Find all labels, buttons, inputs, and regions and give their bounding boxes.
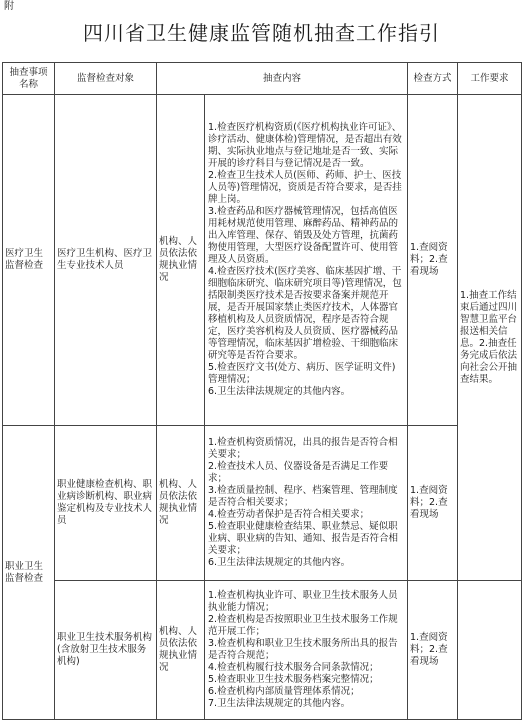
header-requirement: 工作要求 [458, 63, 522, 95]
header-target: 监督检查对象 [55, 63, 157, 95]
cell-subject-technical-service: 机构、人员依法依规执业情况 [157, 581, 205, 720]
content-line: 5.检查职业卫生技术服务档案完整情况； [208, 674, 379, 685]
content-line: 4.检查机构履行技术服务合同条款情况； [208, 662, 379, 673]
table-row [3, 426, 522, 581]
inspection-table [2, 62, 522, 720]
cell-content-occupational-health [205, 426, 408, 581]
cell-item-medical: 医疗卫生监督检查 [3, 95, 55, 426]
cell-target-medical: 医疗卫生机构、医疗卫生专业技术人员 [55, 95, 157, 426]
cell-target-occupational-health: 职业健康检查机构、职业病诊断机构、职业病鉴定机构及专业技术人员 [55, 426, 157, 581]
cell-method-occupational-health: 1.查阅资料；2.查看现场 [408, 426, 458, 581]
table-row [3, 581, 522, 720]
cell-item-occupational: 职业卫生监督检查 [3, 426, 55, 720]
cell-requirements: 1.抽查工作结束后通过四川智慧卫监平台报送相关信息。2.抽查任务完成后依法向社会公开抽查结果。 [458, 95, 522, 581]
cell-content-medical [205, 95, 408, 426]
content-line: 3.检查机构和职业卫生技术服务所出具的报告是否符合规范； [208, 638, 398, 661]
content-line: 2.检查技术人员、仪器设备是否满足工作要求； [208, 461, 389, 484]
content-line: 4.检查劳动者保护是否符合相关要求； [208, 509, 370, 520]
content-line: 6.卫生法律法规规定的其他内容。 [208, 557, 351, 568]
table-row [3, 95, 522, 426]
content-line: 6.卫生法律法规规定的其他内容。 [208, 386, 351, 397]
content-line: 2.检查机构是否按照职业卫生技术服务工作规范开展工作； [208, 614, 398, 637]
content-line: 1.检查机构执业许可、职业卫生技术服务人员执业能力情况； [208, 590, 398, 613]
cell-method-medical: 1.查阅资料；2.查看现场 [408, 95, 458, 426]
appendix-label: 附 [4, 1, 14, 12]
header-method: 检查方式 [408, 63, 458, 95]
content-line: 5.检查医疗文书(处方、病历、医学证明文件)管理情况； [208, 362, 396, 385]
content-line: 7.卫生法律法规规定的其他内容。 [208, 698, 351, 709]
content-line: 3.检查药品和医疗器械管理情况，包括高值医用耗材规范使用管理、麻醉药品、精神药品的出入库管理、保存、销毁及处方管理，抗菌药物使用管理，大型医疗设备配置许可、使用管理及人员资质。 [208, 206, 399, 265]
content-line: 1.检查机构资质情况，出具的报告是否符合相关要求； [208, 437, 398, 460]
cell-subject-medical: 机构、人员依法依规执业情况 [157, 95, 205, 426]
content-line: 1.检查医疗机构资质(《医疗机构执业许可证》、诊疗活动、健康体检)管理情况，是否超出有效期、实际执业地点与登记地址是否一致、实际开展的诊疗科目与登记情况是否一致。 [208, 122, 402, 169]
cell-content-technical-service [205, 581, 408, 720]
content-line: 4.检查医疗技术(医疗美容、临床基因扩增、干细胞临床研究、临床研究项目等)管理情况，包括限制类医疗技术是否按要求备案并规范开展，是否开展国家禁止类医疗技术，人体器官移植机构及人员资质情况，程序是否符合规定，医疗美容机构及人员资质、医疗器械药品等管理情况，临床基因扩增检验、干细胞临床研究等是否符合要求。 [208, 266, 402, 361]
header-item: 抽查事项名称 [3, 63, 55, 95]
content-line: 2.检查卫生技术人员(医师、药师、护士、医技人员等)管理情况，资质是否符合要求，是否挂牌上岗。 [208, 170, 402, 205]
cell-target-technical-service: 职业卫生技术服务机构(含放射卫生技术服务机构) [55, 581, 157, 720]
page-title: 四川省卫生健康监管随机抽查工作指引 [83, 21, 440, 45]
header-content: 抽查内容 [157, 63, 408, 95]
cell-requirements-empty [458, 581, 522, 720]
cell-subject-occupational-health: 机构、人员依法依规执业情况 [157, 426, 205, 581]
cell-method-technical-service: 1.查阅资料；2.查看现场 [408, 581, 458, 720]
content-line: 5.检查职业健康检查结果、职业禁忌、疑似职业病、职业病的告知、通知、报告是否符合相关要求； [208, 521, 399, 556]
content-line: 3.检查质量控制、程序、档案管理、管理制度是否符合相关要求； [208, 485, 398, 508]
table-header-row [3, 63, 522, 95]
content-line: 6.检查机构内部质量管理体系情况； [208, 686, 360, 697]
